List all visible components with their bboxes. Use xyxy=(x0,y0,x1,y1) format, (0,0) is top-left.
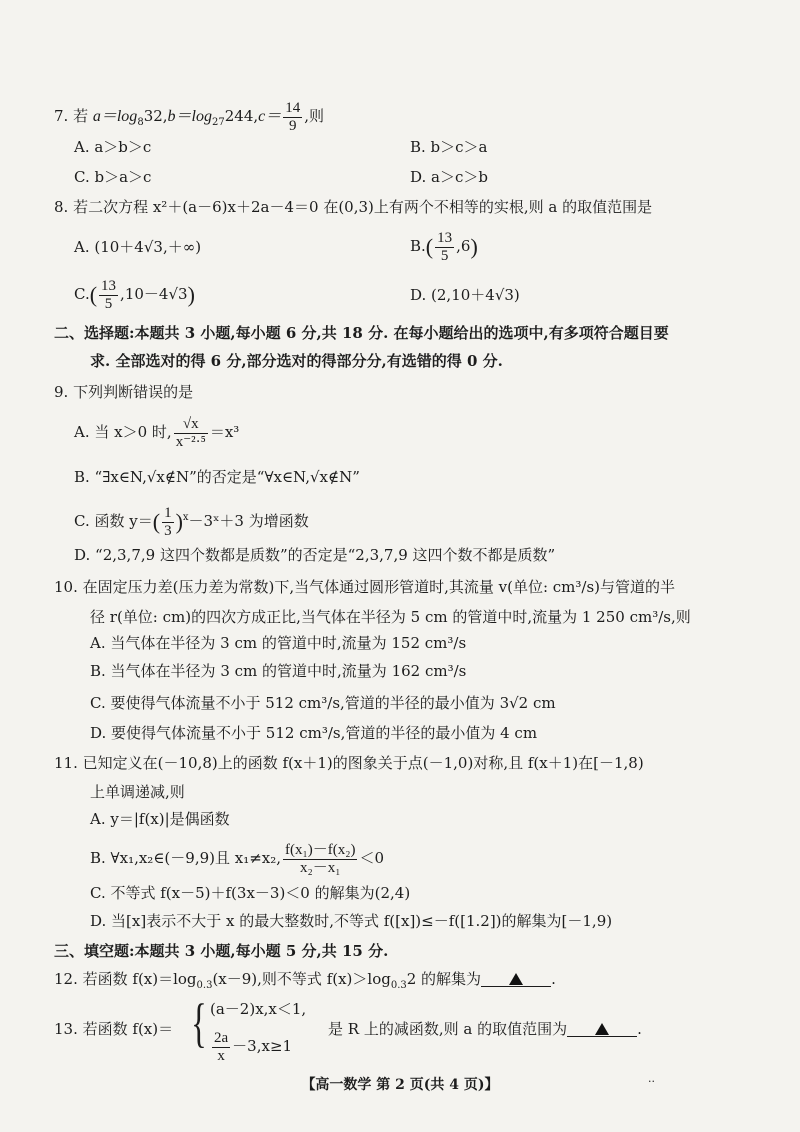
triangle-icon xyxy=(509,973,523,985)
q10-option-b: B. 当气体在半径为 3 cm 的管道中时,流量为 162 cm³/s xyxy=(90,662,467,680)
q13-stem-lead: 13. 若函数 f(x)＝ xyxy=(54,1020,174,1038)
q7-stem: 7. 若 $a=\log_832,b=\log_{27}244,c=$ $\frac{14}{9}$ ,则 xyxy=(54,100,325,134)
q12-stem: 12. 若函数 $f(x)=\log_{0.3}(x-9)$,则不等式 $f(x)>\log_{0.3}2$ 的解集为 . xyxy=(54,970,556,991)
q10-stem-cont: 径 r(单位: cm)的四次方成正比,当气体在半径为 5 cm 的管道中时,流量为 1 250 cm³/s,则 xyxy=(90,608,691,626)
q7-c-fraction: $\frac{14}{9}$ xyxy=(285,100,301,134)
q7-option-d: D. a＞c＞b xyxy=(410,168,488,186)
q7-option-c: C. b＞a＞c xyxy=(74,168,152,186)
q9-stem: 9. 下列判断错误的是 xyxy=(54,383,194,401)
q10-option-d: D. 要使得气体流量不小于 512 cm³/s,管道的半径的最小值为 4 cm xyxy=(90,724,538,742)
q8-option-d: D. (2,10＋4√3) xyxy=(410,286,520,304)
triangle-icon xyxy=(595,1023,609,1035)
q13-case-2: $\frac{2a}{x}$ －3,x≥1 xyxy=(214,1030,293,1064)
q11-stem: 11. 已知定义在(－10,8)上的函数 f(x＋1)的图象关于点(－1,0)对称,且 f(x＋1)在[－1,8) xyxy=(54,754,644,772)
q9-option-b: B. “∃x∈N,√x∉N”的否定是“∀x∈N,√x∉N” xyxy=(74,468,360,486)
q7-option-a: A. a＞b＞c xyxy=(74,138,152,156)
section2-heading-cont: 求. 全部选对的得 6 分,部分选对的得部分分,有选错的得 0 分. xyxy=(90,352,503,370)
q8-option-b: B.( $\frac{13}{5}$ ,6) xyxy=(410,230,478,264)
q10-option-a: A. 当气体在半径为 3 cm 的管道中时,流量为 152 cm³/s xyxy=(90,634,467,652)
q11-stem-cont: 上单调递减,则 xyxy=(90,783,185,801)
q13-stem-tail: 是 R 上的减函数,则 a 的取值范围为 . xyxy=(328,1020,642,1038)
q8-stem: 8. 若二次方程 x²＋(a－6)x＋2a－4＝0 在(0,3)上有两个不相等的实根,则 a 的取值范围是 xyxy=(54,198,653,216)
q10-option-c: C. 要使得气体流量不小于 512 cm³/s,管道的半径的最小值为 3√2 cm xyxy=(90,694,556,712)
q7-option-b: B. b＞c＞a xyxy=(410,138,488,156)
q11-option-d: D. 当[x]表示不大于 x 的最大整数时,不等式 f([x])≤－f([1.2])的解集为[－1,9) xyxy=(90,912,613,930)
q8-option-c: C.( $\frac{13}{5}$ ,10－4√3) xyxy=(74,278,195,312)
q9-option-a: A. 当 x＞0 时, $\frac{√x}{\text{x⁻²·⁵}}$ ＝x³ xyxy=(74,416,240,450)
q11-option-b: B. ∀x₁,x₂∈(－9,9)且 x₁≠x₂, $\frac{\text{f(x₁)－f(x₂)}}{\text{x₂－x₁}}$ ＜0 xyxy=(90,842,385,876)
q12-answer-blank[interactable] xyxy=(481,972,551,987)
q13-answer-blank[interactable] xyxy=(567,1022,637,1037)
q9-option-d: D. “2,3,7,9 这四个数都是质数”的否定是“2,3,7,9 这四个数不都是质数” xyxy=(74,546,556,564)
q10-stem: 10. 在固定压力差(压力差为常数)下,当气体通过圆形管道时,其流量 v(单位: cm³/s)与管道的半 xyxy=(54,578,676,596)
q8-option-a: A. (10＋4√3,＋∞) xyxy=(74,238,202,256)
page-footer: 【高一数学 第 2 页(共 4 页)】 xyxy=(301,1077,499,1093)
q9-option-c: C. 函数 y＝( $\frac{1}{3}$ )$^x$－3ˣ＋3 为增函数 xyxy=(74,505,309,539)
q11-option-c: C. 不等式 f(x－5)＋f(3x－3)＜0 的解集为(2,4) xyxy=(90,884,411,902)
section3-heading: 三、填空题:本题共 3 小题,每小题 5 分,共 15 分. xyxy=(54,942,389,960)
q13-brace: { xyxy=(191,993,207,1053)
q13-case-1: (a－2)x,x＜1, xyxy=(210,1000,307,1018)
section2-heading: 二、选择题:本题共 3 小题,每小题 6 分,共 18 分. 在每小题给出的选项中,有多项符合题目要 xyxy=(54,324,669,342)
footer-mark: ·· xyxy=(648,1075,655,1088)
q11-option-a: A. y＝|f(x)|是偶函数 xyxy=(90,810,230,828)
